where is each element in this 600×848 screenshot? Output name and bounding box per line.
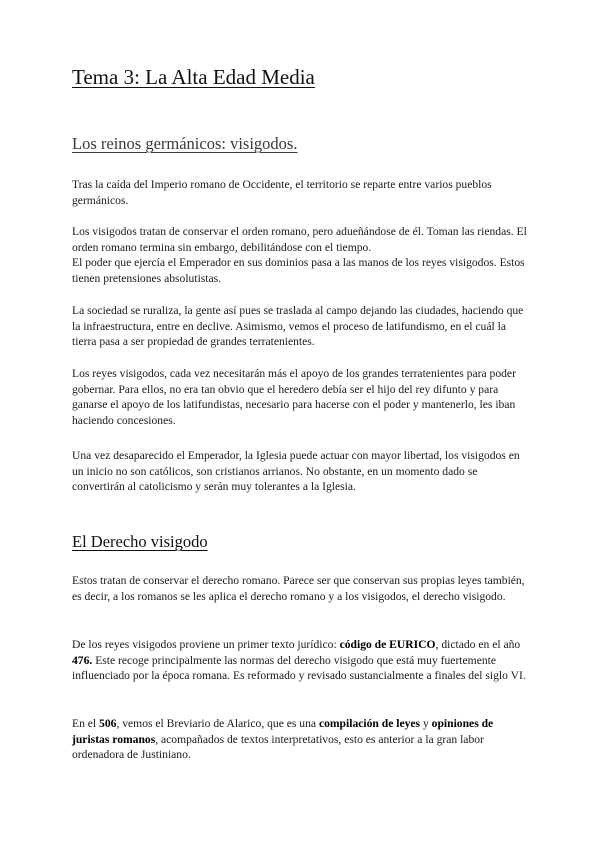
text-run: Este recoge principalmente las normas del derecho visigodo que está muy fuertemente influenciado por la época romana. Es reformado y revisado sustancialmente a finales del siglo VI.: [72, 653, 526, 683]
page-title: Tema 3: La Alta Edad Media: [72, 65, 315, 89]
paragraph: [72, 224, 532, 286]
paragraph: Estos tratan de conservar el derecho romano. Parece ser que conservan sus propias leyes también, es decir, a los romanos se les aplica el derecho romano y a los visigodos, el derecho visigodo.: [72, 574, 525, 603]
section-heading-derecho: El Derecho visigodo: [72, 532, 208, 551]
paragraph-line: El poder que ejercía el Emperador en sus dominios pasa a las manos de los reyes visigodos. Estos tienen pretensiones absolutistas.: [72, 256, 525, 285]
bold-term: 506: [99, 717, 117, 730]
paragraph: La sociedad se ruraliza, la gente así pues se traslada al campo dejando las ciudades, haciendo que la infraestructura, entre en declive. Asimismo, vemos el proceso de latifundismo, en el cuál la tierra pasa a ser propiedad de grandes terratenientes.: [72, 304, 524, 349]
paragraph: Una vez desaparecido el Emperador, la Iglesia puede actuar con mayor libertad, los visigodos en un inicio no son católicos, son cristianos arrianos. No obstante, en un momento dado se convertirán al catolicismo y serán muy tolerantes a la Iglesia.: [72, 449, 520, 494]
text-run: , vemos el Breviario de Alarico, que es una: [116, 717, 319, 730]
text-run: De los reyes visigodos proviene un primer texto jurídico:: [72, 638, 340, 651]
text-run: , acompañados de textos interpretativos, esto es anterior a la gran labor ordenadora de Justiniano.: [72, 732, 484, 762]
bold-term: opiniones de juristas romanos: [72, 717, 494, 746]
bold-term: código de EURICO: [339, 638, 436, 651]
bold-term: 476.: [72, 653, 93, 667]
paragraph: [72, 637, 532, 684]
text-run: y: [420, 717, 432, 730]
text-run: , dictado en el año: [435, 638, 521, 651]
paragraph: [72, 716, 532, 763]
paragraph-line: Los visigodos tratan de conservar el orden romano, pero adueñándose de él. Toman las riendas. El orden romano termina sin embargo, debilitándose con el tiempo.: [72, 225, 527, 254]
paragraph: Los reyes visigodos, cada vez necesitarán más el apoyo de los grandes terratenientes para poder gobernar. Para ellos, no era tan obvio que el heredero debía ser el hijo del rey difunto y para ganarse el apoyo de los latifundistas, necesario para hacerse con el poder y mantenerlo, les iban haciendo concesiones.: [72, 367, 516, 427]
bold-term: compilación de leyes: [318, 717, 421, 730]
text-run: En el: [72, 717, 100, 730]
paragraph: Tras la caída del Imperio romano de Occidente, el territorio se reparte entre varios pueblos germánicos.: [72, 178, 492, 207]
section-heading-visigodos: Los reinos germánicos: visigodos.: [72, 134, 298, 153]
